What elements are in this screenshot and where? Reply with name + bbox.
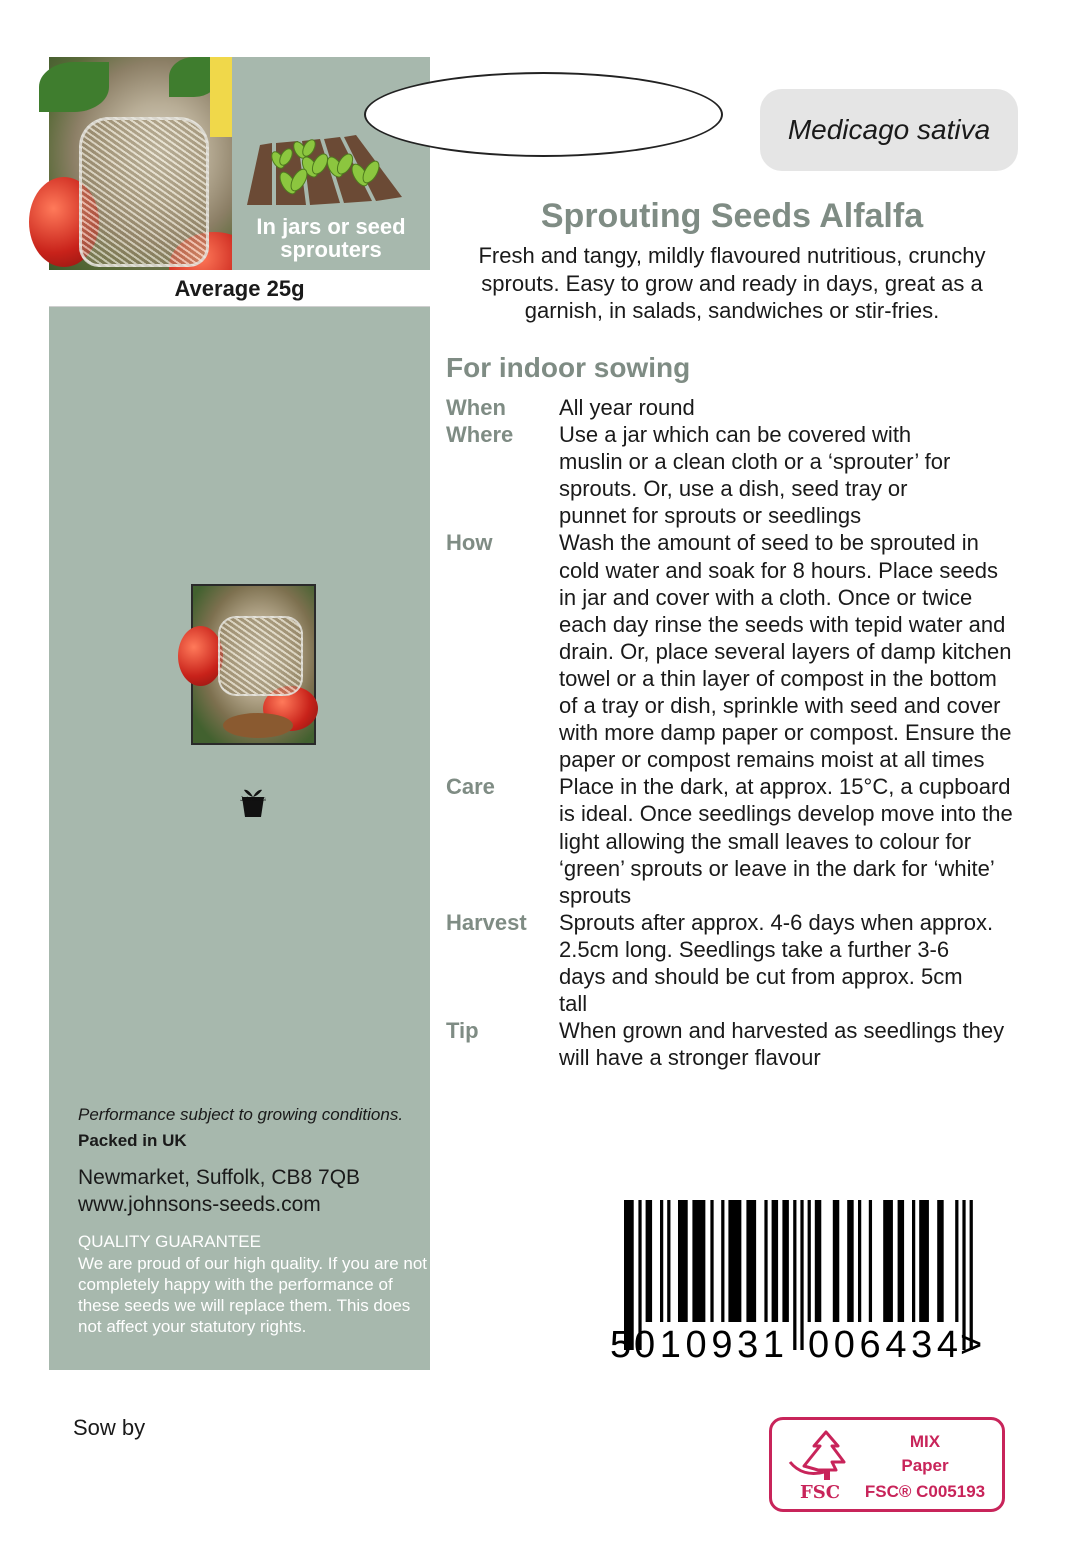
- product-description: Fresh and tangy, mildly flavoured nutritious, crunchy sprouts. Easy to grow and ready in days, great as a garnish, in salads, sandwiches or stir-fries.: [478, 243, 986, 323]
- barcode-digit-first: 5: [610, 1324, 632, 1366]
- barcode-bar: [883, 1200, 893, 1322]
- seed-weight: Average 25g: [49, 270, 430, 307]
- instruction-label: How: [446, 530, 493, 556]
- instruction-row-tip: [446, 1017, 1036, 1071]
- barcode-bar: [815, 1200, 821, 1322]
- instruction-row-how: [446, 529, 1036, 773]
- johnsons-logo-icon: [232, 787, 274, 819]
- small-product-photo: [191, 584, 316, 745]
- barcode-bar: [746, 1200, 756, 1322]
- instruction-label: Care: [446, 774, 495, 800]
- barcode-digits-right: 006434: [808, 1324, 958, 1366]
- instruction-row-harvest: [446, 909, 1036, 1017]
- sowing-section-title: For indoor sowing: [446, 352, 691, 383]
- instruction-label: Harvest: [446, 909, 527, 935]
- latin-name: Medicago sativa: [760, 89, 1018, 171]
- barcode-bar: [764, 1200, 767, 1322]
- barcode-bar: [667, 1200, 670, 1322]
- hang-tab-cutout: [364, 72, 723, 157]
- website-link[interactable]: www.johnsons-seeds.com: [78, 1193, 321, 1216]
- fsc-paper-text: Paper: [901, 1456, 949, 1475]
- barcode-bar: [858, 1200, 861, 1322]
- barcode-bar: [937, 1200, 943, 1322]
- barcode-bar: [898, 1200, 904, 1322]
- barcode-bar: [660, 1200, 663, 1322]
- barcode-bar: [800, 1200, 803, 1350]
- barcode-bar: [772, 1200, 778, 1322]
- barcode-digits-left: 010931: [634, 1324, 784, 1366]
- johnsons-logo-text: Johnsons: [240, 797, 266, 803]
- barcode-bar: [710, 1200, 713, 1322]
- instruction-text: When grown and harvested as seedlings they will have a stronger flavour: [559, 1018, 1005, 1071]
- barcode-bar: [833, 1200, 839, 1322]
- instruction-label: When: [446, 395, 506, 420]
- ean-barcode: [610, 1200, 983, 1366]
- instruction-text: Wash the amount of seed to be sprouted in cold water and soak for 8 hours. Place seeds in jar and cover with a cloth. Once or twice each day rinse the seeds with tepid water and drain. Or, place several layers of damp kitchen towel or a thin layer of compost in the bottom of a tray or dish, sprinkle with seed and cover with more damp paper or compost. Ensure the paper or compost remains moist at all times: [559, 530, 1012, 773]
- instruction-label: Where: [446, 422, 514, 448]
- barcode-bar: [678, 1200, 688, 1322]
- instruction-row-where: [446, 421, 1036, 529]
- fsc-tree-icon: [784, 1426, 856, 1484]
- fsc-label: [858, 1430, 992, 1478]
- barcode-bar: [912, 1200, 915, 1322]
- instruction-row-when: [446, 394, 1036, 421]
- sow-by-date: Sow by: [73, 1415, 146, 1440]
- barcode-bar: [847, 1200, 853, 1322]
- barcode-bar: [782, 1200, 788, 1322]
- quality-guarantee-body: We are proud of our high quality. If you are not completely happy with the performance of these seeds we will replace them. This does not affect your statutory rights.: [78, 1254, 428, 1336]
- instruction-label: Tip: [446, 1018, 479, 1044]
- instruction-text: Place in the dark, at approx. 15°C, a cupboard is ideal. Once seedlings develop move into the light allowing the small leaves to colour for ‘green’ sprouts or leave in the dark for ‘white’ sprouts: [559, 774, 1013, 908]
- barcode-bar: [869, 1200, 872, 1322]
- instruction-text: Sprouts after approx. 4-6 days when approx. 2.5cm long. Seedlings take a further 3-6 days and should be cut from approx. 5cm tall: [559, 909, 994, 1017]
- sowing-instructions: [446, 394, 1036, 1071]
- barcode-bar: [646, 1200, 652, 1322]
- performance-note: Performance subject to growing conditions.: [78, 1105, 404, 1124]
- fsc-license-code: FSC® C005193: [864, 1482, 986, 1501]
- barcode-bar: [721, 1200, 724, 1322]
- barcode-bar: [919, 1200, 929, 1322]
- packed-in: Packed in UK: [78, 1131, 187, 1150]
- barcode-bar: [728, 1200, 741, 1322]
- fsc-mix-text: MIX: [909, 1432, 941, 1451]
- barcode-bar: [793, 1200, 796, 1350]
- quality-guarantee-title: QUALITY GUARANTEE: [78, 1232, 261, 1251]
- sow-caption: In jars or seed sprouters: [256, 214, 406, 262]
- barcode-digit-end: >: [960, 1324, 983, 1366]
- instruction-text: All year round: [559, 395, 695, 420]
- address-line: Newmarket, Suffolk, CB8 7QB: [78, 1166, 361, 1189]
- barcode-bar: [955, 1200, 958, 1322]
- instruction-row-care: [446, 773, 1036, 908]
- alfalfa-sprouts-jar-photo: [49, 57, 232, 270]
- company-address: [78, 1164, 360, 1218]
- barcode-bar: [808, 1200, 811, 1322]
- barcode-bar: [692, 1200, 705, 1322]
- product-title: Sprouting Seeds Alfalfa: [540, 197, 924, 235]
- instruction-text: Use a jar which can be covered with muslin or a clean cloth or a ‘sprouter’ for sprouts. Or, use a dish, seed tray or punnet for sprouts or seedlings: [559, 422, 951, 529]
- fsc-wordmark: FSC: [799, 1482, 841, 1503]
